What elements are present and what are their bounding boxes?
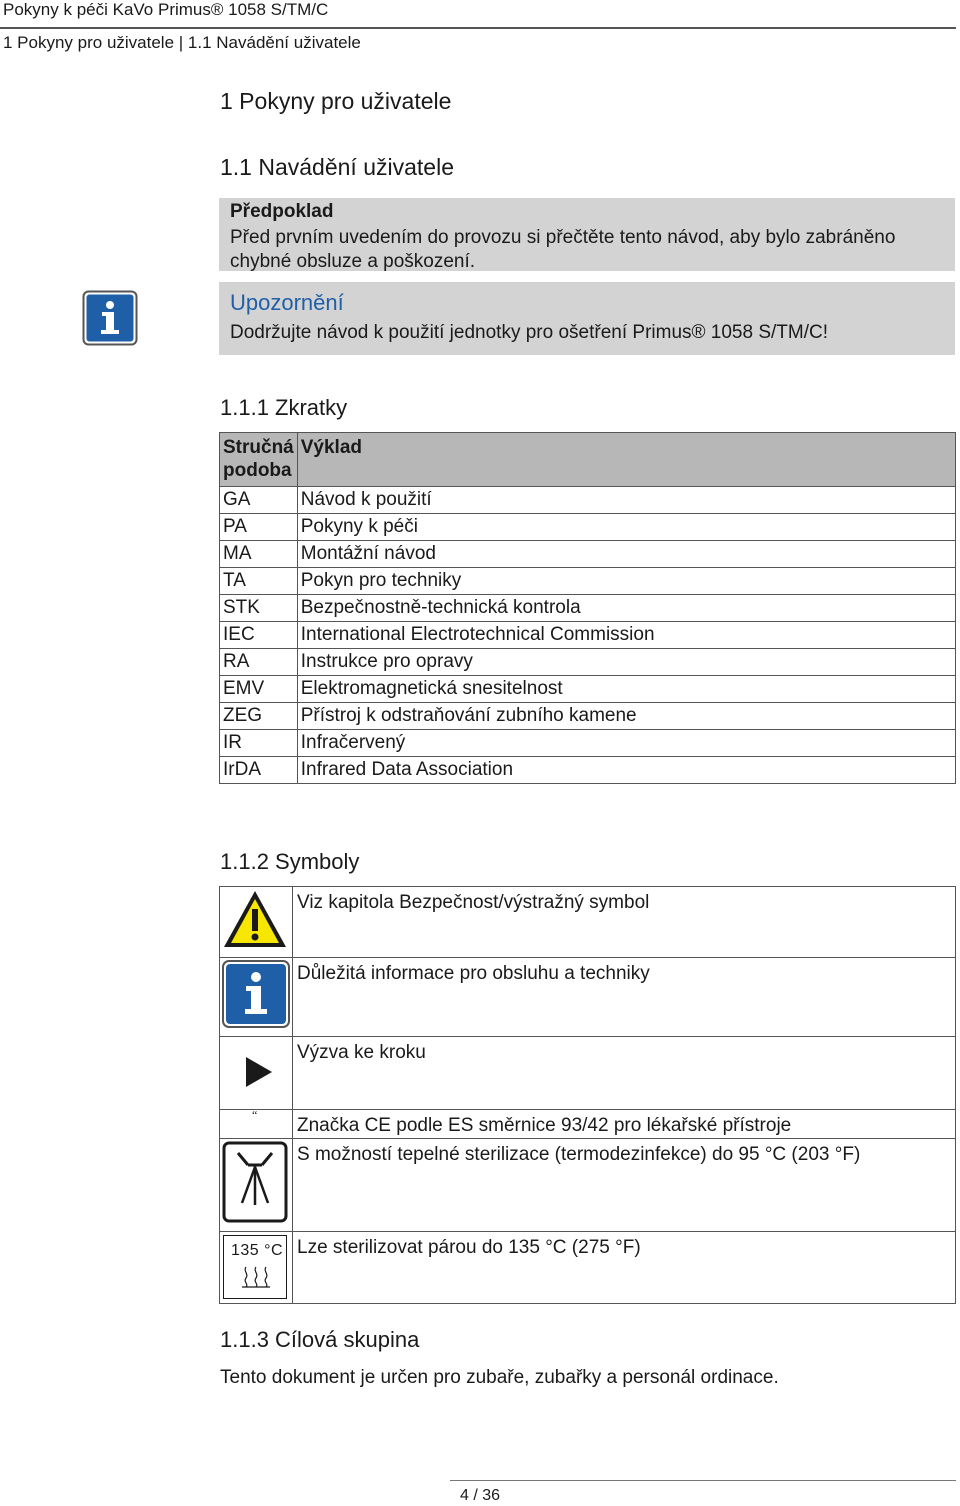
symbol-text: S možností tepelné sterilizace (termodezinfekce) do 95 °C (203 °F) — [293, 1139, 956, 1232]
abbr-col-short: Stručná podoba — [220, 433, 298, 487]
play-arrow-icon — [220, 1037, 290, 1103]
symbol-text: Lze sterilizovat párou do 135 °C (275 °F) — [293, 1232, 956, 1304]
table-row — [220, 1037, 956, 1110]
warning-triangle-icon — [220, 887, 290, 951]
table-row — [220, 622, 956, 649]
abbr-meaning: Přístroj k odstraňování zubního kamene — [297, 703, 955, 730]
abbreviations-table — [219, 432, 956, 784]
table-row — [220, 703, 956, 730]
table-row — [220, 568, 956, 595]
prerequisite-box — [219, 198, 955, 271]
target-group-text: Tento dokument je určen pro zubaře, zubařky a personál ordinace. — [220, 1367, 779, 1388]
abbr-meaning: Elektromagnetická snesitelnost — [297, 676, 955, 703]
steam-sterilization-icon — [223, 1235, 287, 1299]
abbr-meaning: Pokyny k péči — [297, 514, 955, 541]
thermal-disinfection-icon — [220, 1139, 290, 1225]
abbr-short: GA — [220, 487, 298, 514]
abbr-meaning: Montážní návod — [297, 541, 955, 568]
abbreviations-heading: 1.1.1 Zkratky — [220, 395, 348, 420]
abbr-short: RA — [220, 649, 298, 676]
symbol-text: Výzva ke kroku — [293, 1037, 956, 1110]
abbr-short: PA — [220, 514, 298, 541]
abbr-meaning: Návod k použití — [297, 487, 955, 514]
table-row — [220, 757, 956, 784]
abbr-short: IR — [220, 730, 298, 757]
abbr-col-meaning: Výklad — [297, 433, 955, 487]
symbols-heading: 1.1.2 Symboly — [220, 849, 360, 874]
table-row — [220, 887, 956, 958]
header-divider — [0, 27, 956, 29]
target-group-heading: 1.1.3 Cílová skupina — [220, 1327, 420, 1352]
symbol-text: Viz kapitola Bezpečnost/výstražný symbol — [293, 887, 956, 958]
abbr-short: TA — [220, 568, 298, 595]
table-row — [220, 514, 956, 541]
prerequisite-text: Před prvním uvedením do provozu si přečtěte tento návod, aby bylo zabráněno chybné obsluze a poškození. — [230, 227, 896, 272]
symbols-table — [219, 886, 956, 1304]
abbr-meaning: Pokyn pro techniky — [297, 568, 955, 595]
info-icon — [220, 958, 290, 1030]
table-row — [220, 676, 956, 703]
abbr-meaning: Bezpečnostně-technická kontrola — [297, 595, 955, 622]
abbr-meaning: International Electrotechnical Commission — [297, 622, 955, 649]
steam-waves-icon — [241, 1266, 271, 1288]
abbr-short: MA — [220, 541, 298, 568]
table-row — [220, 649, 956, 676]
table-row — [220, 595, 956, 622]
table-row — [220, 730, 956, 757]
abbr-meaning: Infračervený — [297, 730, 955, 757]
abbr-short: ZEG — [220, 703, 298, 730]
ce-mark-icon: “ — [252, 1108, 258, 1122]
abbr-meaning: Instrukce pro opravy — [297, 649, 955, 676]
table-row — [220, 1110, 956, 1139]
section-heading: 1.1 Navádění uživatele — [220, 154, 454, 180]
table-row — [220, 1232, 956, 1304]
breadcrumb: 1 Pokyny pro uživatele | 1.1 Navádění uživatele — [3, 33, 361, 52]
abbr-meaning: Infrared Data Association — [297, 757, 955, 784]
info-icon — [82, 290, 138, 346]
document-title: Pokyny k péči KaVo Primus® 1058 S/TM/C — [3, 0, 329, 19]
table-row — [220, 487, 956, 514]
symbol-text: Značka CE podle ES směrnice 93/42 pro lékařské přístroje — [293, 1110, 956, 1139]
abbr-short: IrDA — [220, 757, 298, 784]
abbr-short: STK — [220, 595, 298, 622]
table-row — [220, 541, 956, 568]
footer-divider — [450, 1480, 956, 1481]
page-number: 4 / 36 — [460, 1487, 501, 1504]
abbr-short: EMV — [220, 676, 298, 703]
table-row — [220, 958, 956, 1037]
notice-label: Upozornění — [230, 290, 344, 315]
table-row — [220, 1139, 956, 1232]
chapter-heading: 1 Pokyny pro uživatele — [220, 88, 452, 114]
notice-text: Dodržujte návod k použití jednotky pro ošetření Primus® 1058 S/TM/C! — [230, 322, 828, 343]
prerequisite-label: Předpoklad — [230, 201, 334, 222]
notice-box — [219, 282, 955, 355]
abbr-short: IEC — [220, 622, 298, 649]
steam-temperature-label: 135 °C — [231, 1242, 284, 1259]
symbol-text: Důležitá informace pro obsluhu a techniky — [293, 958, 956, 1037]
